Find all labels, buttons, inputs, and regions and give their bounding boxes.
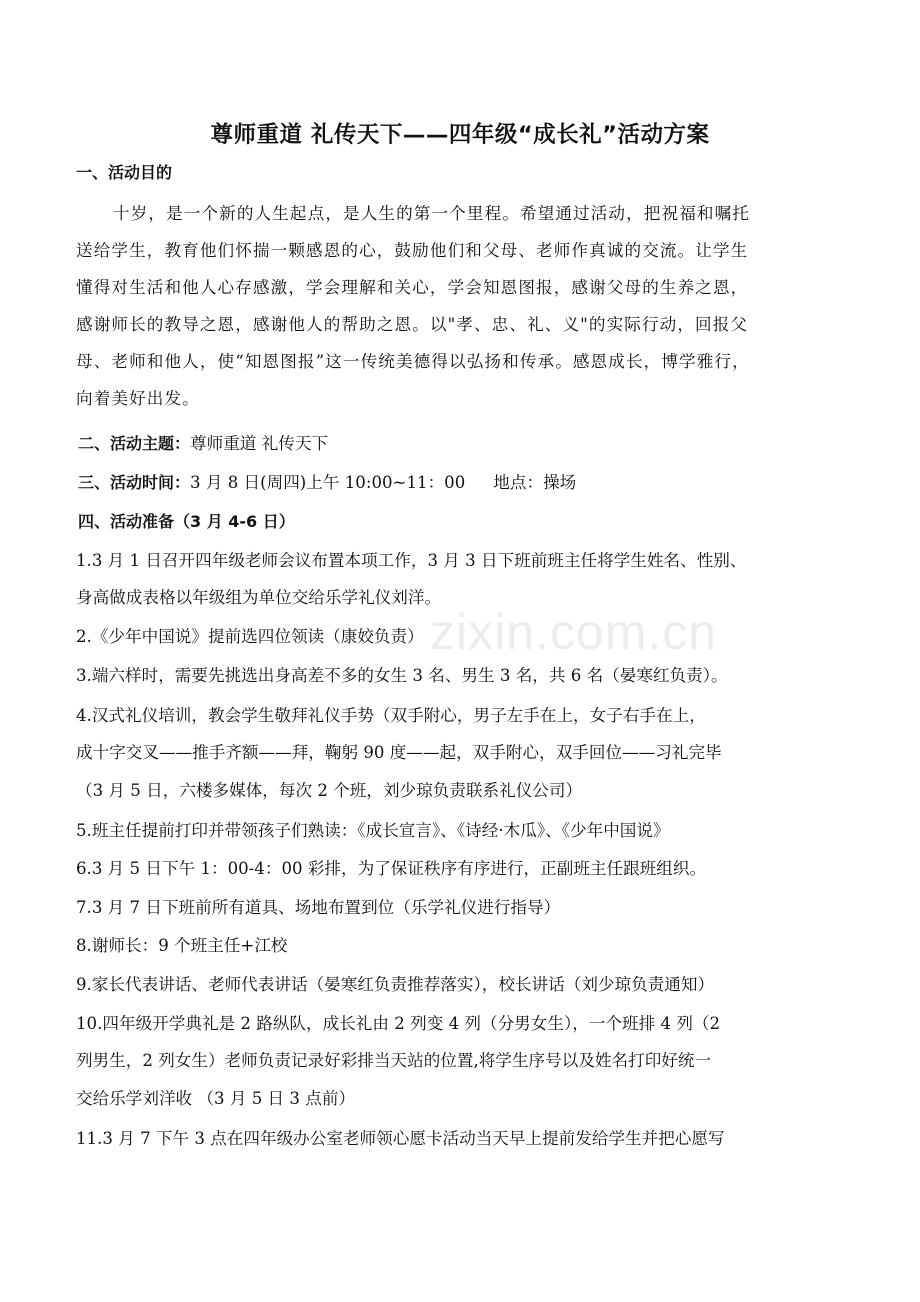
prep-line: 7.3 月 7 日下班前所有道具、场地布置到位（乐学礼仪进行指导） — [76, 898, 561, 917]
purpose-line: 送给学生，教育他们怀揣一颗感恩的心，鼓励他们和父母、老师作真诚的交流。让学生 — [76, 241, 749, 260]
time-row — [78, 472, 576, 494]
prep-line: 10.四年级开学典礼是 2 路纵队，成长礼由 2 列变 4 列（分男女生），一个班排 4 列（2 — [76, 1014, 721, 1033]
prep-line: 3.端六样时，需要先挑选出身高差不多的女生 3 名、男生 3 名，共 6 名（晏寒红负责）。 — [76, 666, 728, 685]
heading-preparation: 四、活动准备（3 月 4-6 日） — [78, 512, 295, 531]
prep-line: 5.班主任提前打印并带领孩子们熟读：《成长宣言》、《诗经·木瓜》、《少年中国说》 — [76, 821, 670, 840]
purpose-line: 懂得对生活和他人心存感激，学会理解和关心，学会知恩图报，感谢父母的生养之恩， — [76, 278, 749, 297]
purpose-line: 十岁，是一个新的人生起点，是人生的第一个里程。希望通过活动，把祝福和嘱托 — [113, 204, 750, 223]
time-value: 3 月 8 日(周四)上午 10:00~11：00 — [190, 473, 466, 492]
heading-purpose: 一、活动目的 — [76, 163, 173, 182]
prep-line: 9.家长代表讲话、老师代表讲话（晏寒红负责推荐落实），校长讲话（刘少琼负责通知） — [76, 975, 715, 994]
place-label: 地点： — [493, 473, 544, 492]
prep-line: 4.汉式礼仪培训，教会学生敬拜礼仪手势（双手附心，男子左手在上，女子右手在上， — [76, 706, 706, 725]
prep-line: 成十字交叉——推手齐额——拜，鞠躬 90 度——起，双手附心，双手回位——习礼完毕 — [76, 743, 722, 762]
prep-line: 8.谢师长：9 个班主任+江校 — [76, 936, 288, 955]
watermark: zixin.com.cn — [430, 604, 718, 660]
prep-line: 身高做成表格以年级组为单位交给乐学礼仪刘洋。 — [76, 588, 442, 607]
prep-line: 2.《少年中国说》提前选四位领读（康姣负责） — [76, 627, 424, 646]
prep-line: 交给乐学刘洋收 （3 月 5 日 3 点前） — [76, 1089, 356, 1108]
purpose-line: 母、老师和他人，使“知恩图报”这一传统美德得以弘扬和传承。感恩成长，博学雅行， — [76, 352, 750, 371]
theme-row — [78, 433, 328, 455]
prep-line: 列男生，2 列女生）老师负责记录好彩排当天站的位置,将学生序号以及姓名打印好统一 — [76, 1051, 712, 1070]
document-title: 尊师重道 礼传天下——四年级“成长礼”活动方案 — [210, 122, 710, 148]
purpose-line: 向着美好出发。 — [76, 389, 200, 408]
theme-value: 尊师重道 礼传天下 — [190, 434, 329, 453]
prep-line: 11.3 月 7 下午 3 点在四年级办公室老师领心愿卡活动当天早上提前发给学生并把心愿写 — [76, 1129, 725, 1148]
theme-label: 二、活动主题： — [78, 434, 191, 453]
purpose-line: 感谢师长的教导之恩，感谢他人的帮助之恩。以"孝、忠、礼、义"的实际行动，回报父 — [76, 315, 749, 334]
time-label: 三、活动时间： — [78, 473, 191, 492]
prep-line: （3 月 5 日，六楼多媒体，每次 2 个班，刘少琼负责联系礼仪公司） — [76, 781, 583, 800]
place-value: 操场 — [543, 473, 577, 492]
prep-line: 1.3 月 1 日召开四年级老师会议布置本项工作，3 月 3 日下班前班主任将学生姓名、性别、 — [76, 551, 747, 570]
prep-line: 6.3 月 5 日下午 1：00-4：00 彩排，为了保证秩序有序进行，正副班主任跟班组织。 — [76, 859, 707, 878]
